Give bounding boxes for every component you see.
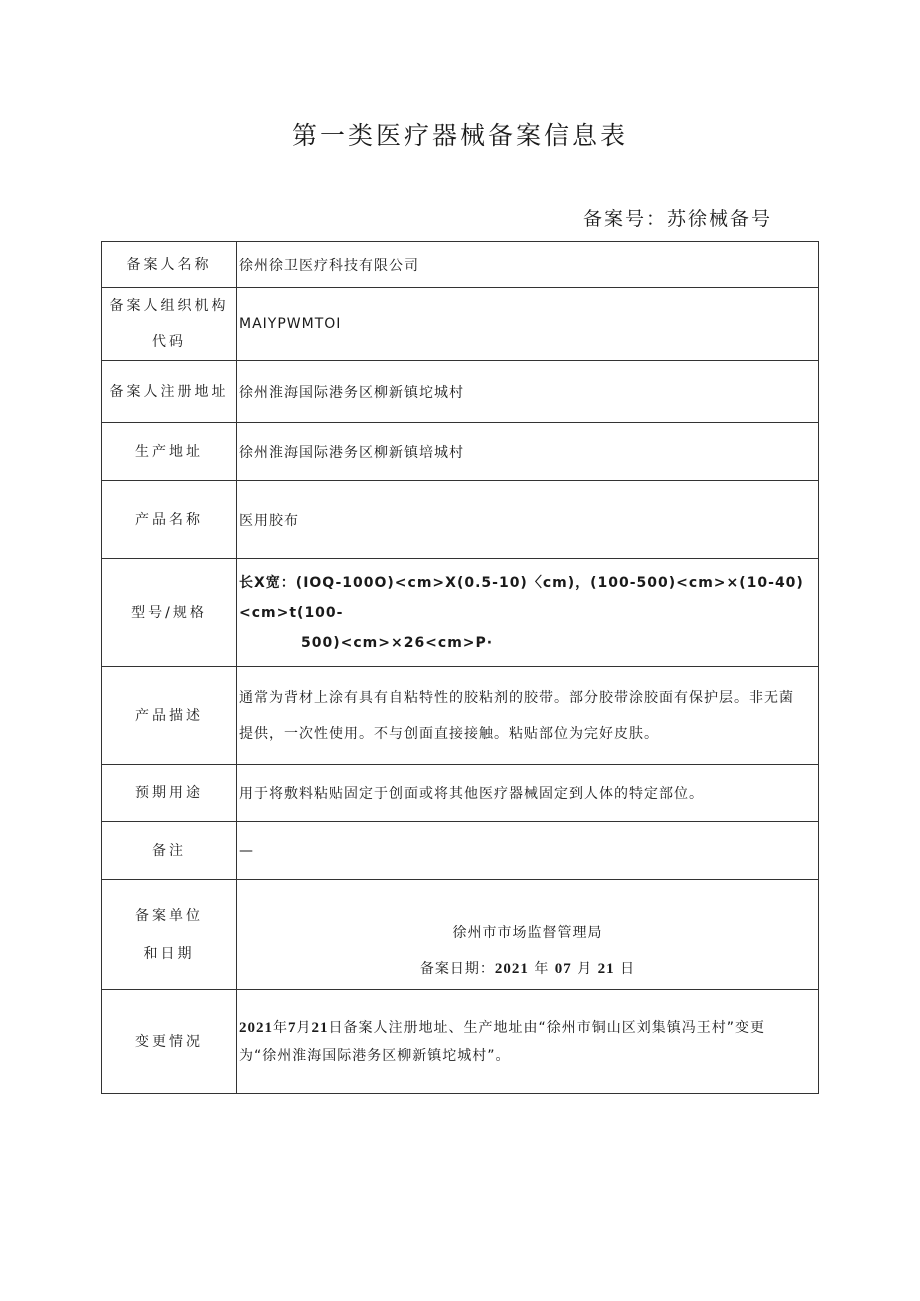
- value-product-name: 医用胶布: [237, 481, 819, 559]
- value-org-code: MAIYPWMTOI: [237, 288, 819, 361]
- changes-line1: [239, 1014, 818, 1042]
- value-intended-use: 用于将敷料粘贴固定于创面或将其他医疗器械固定到人体的特定部位。: [237, 765, 819, 822]
- label-model-spec: 型号/规格: [102, 559, 237, 667]
- row-description: [102, 667, 819, 765]
- changes-text1: 年: [273, 1019, 288, 1036]
- changes-month: 7: [288, 1019, 297, 1036]
- row-changes: [102, 990, 819, 1094]
- value-remarks: —: [237, 822, 819, 880]
- info-table: [101, 241, 819, 1094]
- label-changes: 变更情况: [102, 990, 237, 1094]
- document-title: 第一类医疗器械备案信息表: [291, 121, 628, 150]
- description-line1: 通常为背材上涂有具有自粘特性的胶粘剂的胶带。部分胶带涂胶面有保护层。非无菌: [239, 689, 794, 706]
- record-number: 备案号：苏徐械备号: [583, 208, 773, 230]
- row-org-code: [102, 288, 819, 361]
- label-description: 产品描述: [102, 667, 237, 765]
- filing-date-day-unit: 日: [620, 961, 636, 977]
- row-model-spec: [102, 559, 819, 667]
- value-model-spec: [237, 559, 819, 667]
- label-intended-use: 预期用途: [102, 765, 237, 822]
- filing-date-prefix: 备案日期：: [419, 961, 495, 977]
- label-filing-unit-line1: 备案单位: [135, 907, 203, 924]
- description-line2: 提供，一次性使用。不与创面直接接触。粘贴部位为完好皮肤。: [239, 725, 659, 742]
- model-spec-line2: 500)<cm>×26<cm>P·: [301, 634, 494, 651]
- label-org-code-line2: 代码: [152, 334, 186, 350]
- filing-unit-name: 徐州市市场监督管理局: [452, 925, 603, 941]
- label-filing-unit: [102, 880, 237, 990]
- filing-date: [237, 951, 818, 987]
- filing-date-year: 2021: [494, 961, 529, 977]
- changes-day: 21: [311, 1019, 329, 1036]
- row-reg-address: [102, 361, 819, 423]
- value-filer-name: 徐州徐卫医疗科技有限公司: [237, 242, 819, 288]
- label-filing-unit-line2: 和日期: [143, 945, 195, 962]
- filing-date-year-unit: 年: [534, 961, 550, 977]
- value-description: [237, 667, 819, 765]
- row-remarks: [102, 822, 819, 880]
- value-reg-address: 徐州淮海国际港务区柳新镇坨城村: [237, 361, 819, 423]
- row-filing-unit: [102, 880, 819, 990]
- value-prod-address: 徐州淮海国际港务区柳新镇培城村: [237, 423, 819, 481]
- label-product-name: 产品名称: [102, 481, 237, 559]
- filing-date-day: 21: [597, 961, 615, 977]
- filing-date-month-unit: 月: [577, 961, 593, 977]
- row-intended-use: [102, 765, 819, 822]
- value-filing-unit: [237, 880, 819, 990]
- row-prod-address: [102, 423, 819, 481]
- changes-line2: 为“徐州淮海国际港务区柳新镇坨城村”。: [239, 1047, 511, 1064]
- filing-date-month: 07: [554, 961, 572, 977]
- model-spec-line1: 长X宽：(IOQ-100O)<cm>X(0.5-10)〈cm)，(100-500)<cm>×(10-40)<cm>t(100-: [239, 574, 804, 621]
- label-reg-address: 备案人注册地址: [102, 361, 237, 423]
- row-filer-name: [102, 242, 819, 288]
- label-org-code: [102, 288, 237, 361]
- changes-text2: 月: [296, 1019, 312, 1036]
- label-org-code-line1: 备案人组织机构: [109, 298, 229, 314]
- changes-text3: 日备案人注册地址、生产地址由“徐州市铜山区刘集镇冯王村”变更: [328, 1019, 766, 1036]
- row-product-name: [102, 481, 819, 559]
- value-changes: [237, 990, 819, 1094]
- label-remarks: 备注: [102, 822, 237, 880]
- label-filer-name: 备案人名称: [102, 242, 237, 288]
- changes-year: 2021: [239, 1019, 273, 1036]
- label-prod-address: 生产地址: [102, 423, 237, 481]
